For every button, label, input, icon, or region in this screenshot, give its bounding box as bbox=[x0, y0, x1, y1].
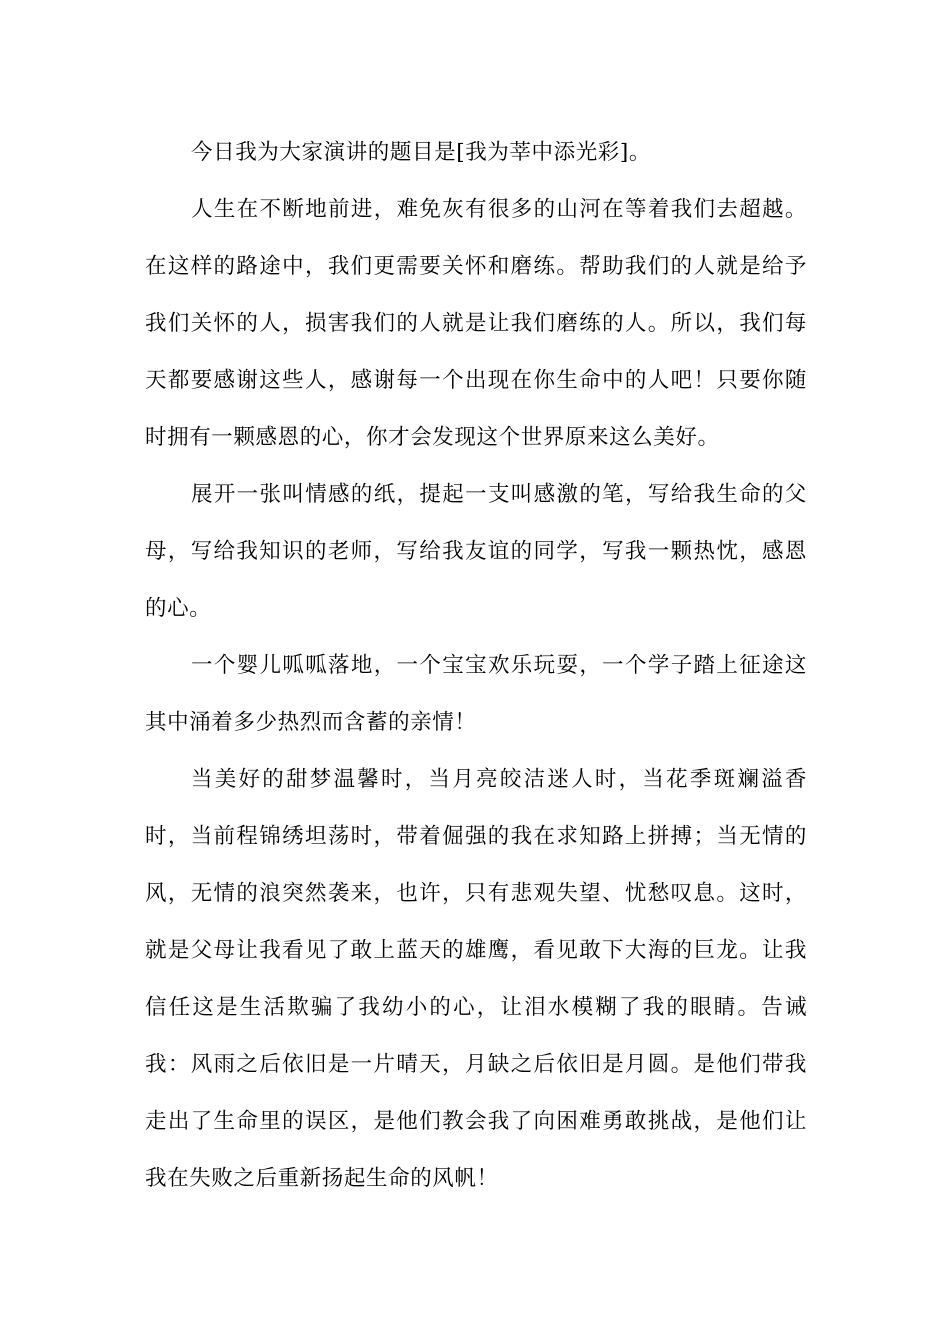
paragraph-4: 一个婴儿呱呱落地，一个宝宝欢乐玩耍，一个学子踏上征途这其中涌着多少热烈而含蓄的亲情！ bbox=[145, 653, 807, 735]
paragraph-2: 人生在不断地前进，难免灰有很多的山河在等着我们去超越。在这样的路途中，我们更需要关怀和磨练。帮助我们的人就是给予我们关怀的人，损害我们的人就是让我们磨练的人。所以，我们每天都要感谢这些人，感谢每一个出现在你生命中的人吧！只要你随时拥有一颗感恩的心，你才会发现这个世界原来这么美好。 bbox=[145, 197, 807, 450]
paragraph-1: 今日我为大家演讲的题目是[我为莘中添光彩]。 bbox=[191, 140, 651, 165]
paragraph-3: 展开一张叫情感的纸，提起一支叫感激的笔，写给我生命的父母，写给我知识的老师，写给我友谊的同学，写我一颗热忱，感恩的心。 bbox=[145, 482, 807, 621]
document-body bbox=[145, 124, 807, 1207]
paragraph-5: 当美好的甜梦温馨时，当月亮皎洁迷人时，当花季斑斓溢香时，当前程锦绣坦荡时，带着倔强的我在求知路上拼搏；当无情的风，无情的浪突然袭来，也许，只有悲观失望、忧愁叹息。这时，就是父母让我看见了敢上蓝天的雄鹰，看见敢下大海的巨龙。让我信任这是生活欺骗了我幼小的心，让泪水模糊了我的眼睛。告诫我：风雨之后依旧是一片晴天，月缺之后依旧是月圆。是他们带我走出了生命里的误区，是他们教会我了向困难勇敢挑战，是他们让我在失败之后重新扬起生命的风帆！ bbox=[145, 767, 807, 1191]
